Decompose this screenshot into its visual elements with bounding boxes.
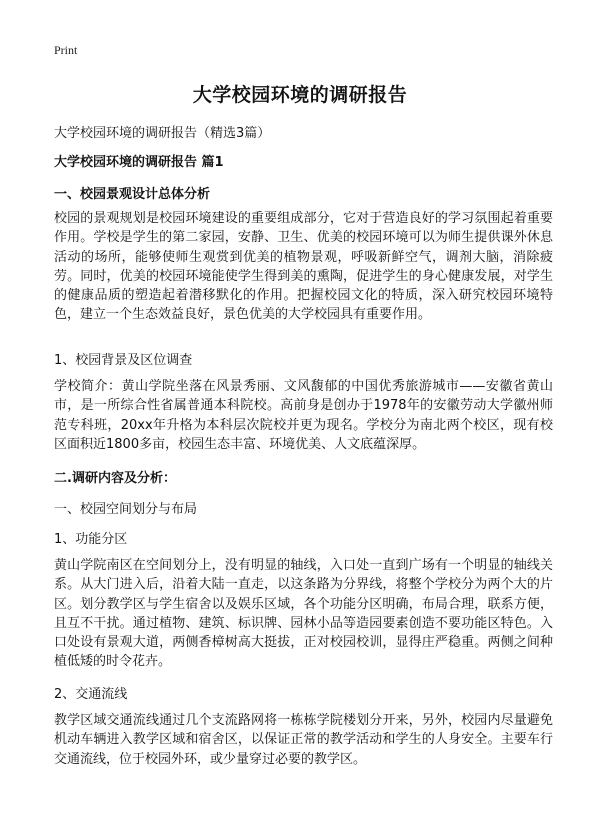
paragraph-landscape-analysis: 校园的景观规划是校园环境建设的重要组成部分，它对于营造良好的学习氛围起着重要作用。学校是学生的第二家园，安静、卫生、优美的校园环境可以为师生提供课外休息活动的场所，能够使师生观赏到优美的植物景观，呼吸新鲜空气，调剂大脑，消除疲劳。同时，优美的校园环境能使学生得到美的熏陶，促进学生的身心健康发展，对学生的健康品质的塑造起着潜移默化的作用。把握校园文化的特质，深入研究校园环境特色，建立一个生态效益良好，景色优美的大学校园具有重要作用。 [54, 211, 553, 323]
article-heading: 大学校园环境的调研报告 篇1 [54, 155, 224, 170]
paragraph-traffic: 教学区域交通流线通过几个支流路网将一栋栋学院楼划分开来，另外，校园内尽量避免机动车辆进入教学区域和宿舍区，以保证正常的教学活动和学生的人身安全。主要车行交通流线，位于校园外环，或少量穿过必要的教学区。 [54, 713, 553, 767]
paragraph-functional-zones: 黄山学院南区在空间划分上，没有明显的轴线，入口处一直到广场有一个明显的轴线关系。从大门进入后，沿着大陆一直走，以这条路为分界线，将整个学校分为两个大的片区。划分教学区与学生宿舍以及娱乐区域，各个功能分区明确，布局合理，联系方便，且互不干扰。通过植物、建筑、标识牌、园林小品等造园要素创造不要功能区特色。入口处设有景观大道，两侧香樟树高大挺拔，正对校园校训，显得庄严稳重。两侧之间种植低矮的时令花卉。 [54, 558, 553, 670]
sub-heading-functional-zones: 1、功能分区 [54, 532, 128, 547]
page-title: 大学校园环境的调研报告 [192, 84, 408, 106]
sub-heading-traffic: 2、交通流线 [54, 687, 128, 702]
section-heading-1: 一、校园景观设计总体分析 [54, 187, 211, 202]
print-label[interactable]: Print [54, 43, 78, 57]
document-subtitle: 大学校园环境的调研报告（精选3篇） [54, 126, 271, 141]
sub-heading-space-layout: 一、校园空间划分与布局 [54, 502, 198, 517]
paragraph-school-intro: 学校简介：黄山学院坐落在风景秀丽、文风馥郁的中国优秀旅游城市——安徽省黄山市，是一所综合性省属普通本科院校。高前身是创办于1978年的安徽劳动大学徽州师范专科班，20xx年升格为本科层次院校并更为现名。学校分为南北两个校区，现有校区面积近1800多亩，校园生态丰富、环境优美、人文底蕴深厚。 [54, 379, 553, 452]
section-heading-2: 二.调研内容及分析： [54, 471, 176, 486]
sub-heading-background: 1、校园背景及区位调查 [54, 353, 193, 368]
